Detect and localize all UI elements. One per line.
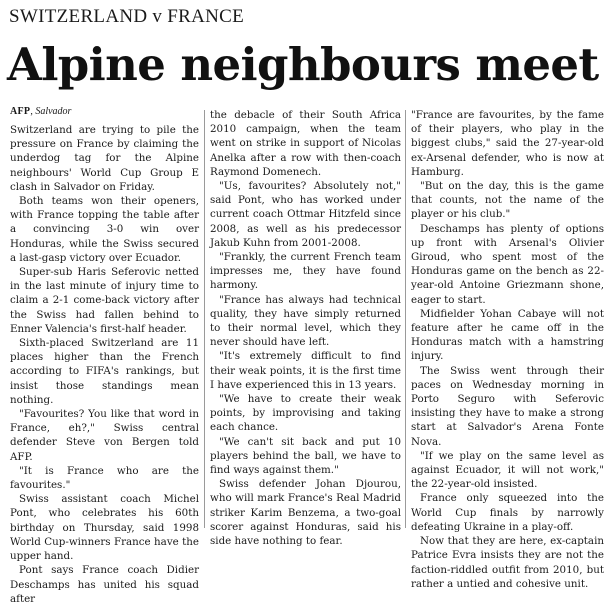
- paragraph: Super-sub Haris Seferovic netted in the last minute of injury time to claim a 2-1 come-back victory after the Swiss had fallen behind to Enner Valencia's first-half header.: [10, 266, 199, 335]
- paragraph: "France are favourites, by the fame of their players, who play in the biggest clubs," said the 27-year-old ex-Arsenal defender, who is now at Hamburg.: [411, 109, 604, 178]
- byline: AFP, Salvador: [10, 106, 72, 117]
- paragraph: "It is France who are the favourites.": [10, 464, 199, 492]
- column-1: [10, 123, 199, 606]
- column-divider: [405, 110, 406, 528]
- paragraph: the debacle of their South Africa 2010 campaign, when the team went on strike in support of Nicolas Anelka after a row with then-coach Raymond Domenech.: [210, 109, 401, 178]
- paragraph: Now that they are here, ex-captain Patrice Evra insists they are not the faction-riddled outfit from 2010, but rather a untied and cohesive unit.: [411, 535, 604, 590]
- column-2: [210, 108, 401, 548]
- paragraph: Pont says France coach Didier Deschamps has united his squad after: [10, 564, 199, 605]
- byline-place: Salvador: [35, 106, 72, 117]
- paragraph: "If we play on the same level as against Ecuador, it will not work," the 22-year-old insisted.: [411, 449, 604, 491]
- paragraph: Deschamps has plenty of options up front with Arsenal's Olivier Giroud, who spent most of the Honduras game on the bench as 22-year-old Antoine Griezmann shone, eager to start.: [411, 222, 604, 306]
- paragraph: "It's extremely difficult to find their weak points, it is the first time I have experienced this in 13 years.: [210, 350, 401, 391]
- paragraph: Sixth-placed Switzerland are 11 places higher than the French according to FIFA's rankings, but insist those standings mean nothing.: [10, 337, 199, 406]
- paragraph: Swiss defender Johan Djourou, who will mark France's Real Madrid striker Karim Benzema, a two-goal scorer against Honduras, said his side have nothing to fear.: [210, 478, 401, 548]
- column-divider: [204, 110, 205, 528]
- paragraph: "Favourites? You like that word in France, eh?," Swiss central defender Steve von Bergen told AFP.: [10, 408, 199, 463]
- paragraph: "Frankly, the current French team impresses me, they have found harmony.: [210, 251, 401, 292]
- paragraph: France only squeezed into the World Cup finals by narrowly defeating Ukraine in a play-off.: [411, 492, 604, 533]
- paragraph: "We have to create their weak points, by improvising and taking each chance.: [210, 393, 401, 434]
- byline-agency: AFP: [10, 106, 31, 117]
- paragraph: "We can't sit back and put 10 players behind the ball, we have to find ways against them.": [210, 435, 401, 477]
- paragraph: "Us, favourites? Absolutely not," said Pont, who has worked under current coach Ottmar Hitzfeld since 2008, as well as his predecessor Jakub Kuhn from 2001-2008.: [210, 180, 401, 249]
- paragraph: "France has always had technical quality, they have simply returned to their normal level, which they never should have left.: [210, 293, 401, 349]
- paragraph: Midfielder Yohan Cabaye will not feature after he came off in the Honduras match with a hamstring injury.: [411, 307, 604, 363]
- paragraph: Swiss assistant coach Michel Pont, who celebrates his 60th birthday on Thursday, said 1998 World Cup-winners France have the upper hand.: [10, 493, 199, 563]
- paragraph: The Swiss went through their paces on Wednesday morning in Porto Seguro with Seferovic insisting they have to make a strong start at Salvador's Arena Fonte Nova.: [411, 364, 604, 448]
- column-3: [411, 108, 604, 591]
- headline: Alpine neighbours meet: [7, 38, 599, 91]
- paragraph: Both teams won their openers, with France topping the table after a convincing 3-0 win over Honduras, while the Swiss secured a last-gasp victory over Ecuador.: [10, 195, 199, 264]
- kicker: SWITZERLAND v FRANCE: [9, 6, 245, 27]
- paragraph: Switzerland are trying to pile the pressure on France by claiming the underdog tag for the Alpine neighbours' World Cup Group E clash in Salvador on Friday.: [10, 124, 199, 193]
- paragraph: "But on the day, this is the game that counts, not the name of the player or his club.": [411, 180, 604, 221]
